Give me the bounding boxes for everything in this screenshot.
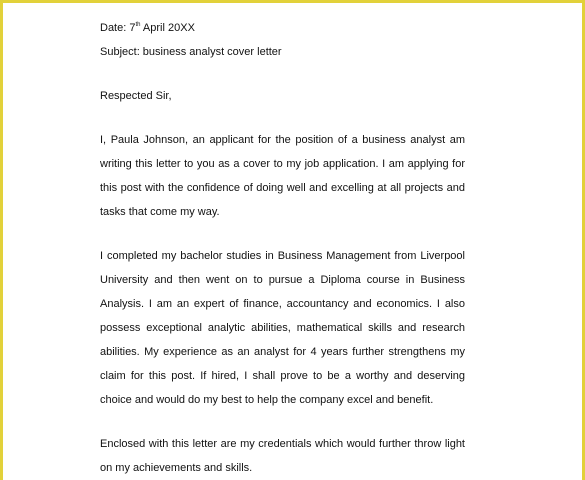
- salutation: Respected Sir,: [100, 90, 172, 102]
- date-ordinal: th: [135, 22, 141, 28]
- paragraph-intro: I, Paula Johnson, an applicant for the position of a business analyst am writing this letter to you as a cover to my job application. I am applying for this post with the confidence of doing well and excelling at all projects and tasks that come my way.: [100, 134, 465, 218]
- subject-line: Subject: business analyst cover letter: [100, 46, 282, 58]
- spacer: [100, 224, 465, 244]
- paragraph-qualifications: I completed my bachelor studies in Business Management from Liverpool University and then went on to pursue a Diploma course in Business Analysis. I am an expert of finance, accountancy and economics. I also possess exceptional analytic abilities, mathematical skills and research abilities. My experience as an analyst for 4 years further strengthens my claim for this post. If hired, I shall prove to be a worthy and deserving choice and would do my best to help the company excel and benefit.: [100, 250, 465, 406]
- cover-letter: [100, 13, 465, 480]
- paragraph-enclosures: Enclosed with this letter are my credentials which would further throw light on my achievements and skills.: [100, 438, 465, 474]
- date-prefix: Date: 7: [100, 22, 136, 34]
- spacer: [100, 64, 465, 84]
- spacer: [100, 412, 465, 432]
- date-suffix: April 20XX: [140, 22, 195, 34]
- spacer: [100, 108, 465, 128]
- date-line: [100, 13, 465, 40]
